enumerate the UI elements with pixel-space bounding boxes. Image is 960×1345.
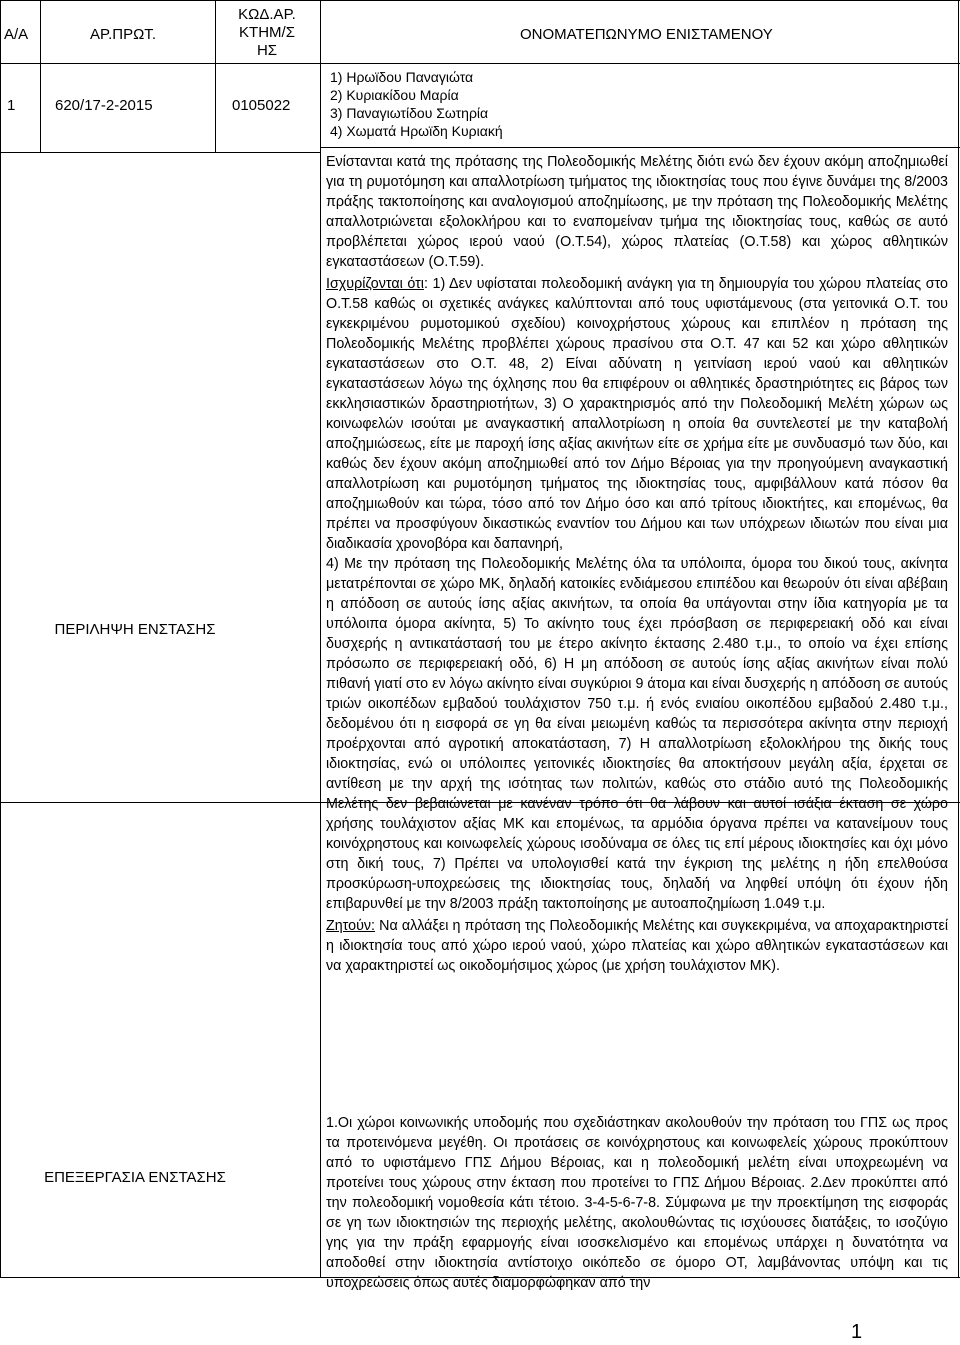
processing-text	[326, 1113, 948, 1293]
owners-bottom-border	[320, 147, 960, 148]
summary-paragraph-4	[326, 916, 948, 976]
row-aa: 1	[7, 97, 16, 114]
table-right-border	[958, 0, 959, 1278]
request-label: Ζητούν:	[326, 918, 376, 934]
owner-3: 3) Παναγιωτίδου Σωτηρία	[330, 105, 489, 121]
owner-1: 1) Ηρωϊδου Παναγιώτα	[330, 69, 474, 85]
request-text: Να αλλάξει η πρόταση της Πολεοδομικής Μελέτης και συγκεκριμένα, να αποχαρακτηριστεί η ιδιοκτησία τους από χώρο ιερού ναού, χώρο πλατείας και χώρο αθλητικών εγκαταστάσεων και να χαρακτηριστεί ως οικοδομήσιμος χώρος (με χρήση τουλάχιστον ΜΚ).	[326, 918, 948, 974]
header-ar-prot: ΑΡ.ΠΡΩΤ.	[90, 26, 156, 43]
row-ar-prot: 620/17-2-2015	[55, 97, 153, 114]
claims-text: : 1) Δεν υφίσταται πολεοδομική ανάγκη για τη δημιουργία του χώρου πλατείας στο Ο.Τ.58 καθώς οι σχετικές ανάγκες καλύπτονται από τους υφιστάμενους (στα γειτονικά Ο.Τ. του εγκεκριμένου ρυμοτομικού σχεδίου) κοινοχρήστους χώρους και επιπλέον η πρόταση της Πολεοδομικής Μελέτης προβλέπει χώρους πρασίνου στα Ο.Τ. 47 και 52 και χώρο αθλητικών εγκαταστάσεων στο Ο.Τ. 48, 2) Είναι αδύνατη η γειτνίαση ιερού ναού και αθλητικών εγκαταστάσεων λόγω της όχλησης που θα επιφέρουν οι αθλητικές δραστηριότητες εις βάρος των εκκλησιαστικών δραστηριοτήτων, 3) Ο χαρακτηρισμός από την Πολεοδομική Μελέτη χώρων ως κοινωφελών ισούται με αναγκαστική απαλλοτρίωση η οποία θα συντελεστεί με την καταβολή αποζημιώσεως, είτε με παροχή ίσης αξίας ακινήτων είτε σε χρήμα είτε με συνδυασμό των δύο, και καθώς δεν έχουν ακόμη αποζημιωθεί από τον Δήμο Βέροιας για την προηγούμενη αναγκαστική απαλλοτρίωση και ρυμοτόμηση τμήματος της ιδιοκτησίας τους, αμφιβάλλουν κατά πόσον θα αποζημιωθούν και τώρα, τόσο από τον Δήμο όσο και από τρίτους ιδιοκτήτες, και επομένως, θα πρέπει να προσφύγουν δικαστικώς εναντίον του Δήμου και των υπόχρεων ιδιωτών που είναι μια διαδικασία χρονοβόρα και δαπανηρή,	[326, 276, 948, 552]
summary-paragraph-3: 4) Με την πρόταση της Πολεοδομικής Μελέτης όλα τα υπόλοιπα, όμορα του δικού τους, ακίνητα μετατρέπονται σε χώρο ΜΚ, δηλαδή κατοικίες ενδιάμεσου επιπέδου και θεωρούν ότι είναι αβέβαιη η απόδοση σε αυτούς ίσης αξίας ακινήτων, τα οποία θα υπάγονται στην ίδια κατηγορία με τα υπόλοιπα όμορα ακίνητα, 5) Το ακίνητο τους έχει πρόσβαση σε περιφερειακή οδό και είναι δυσχερής η αντικατάστασή του με έτερο ακίνητο έκτασης 2.480 τ.μ., το οποίο να έχει επίσης πρόσωπο σε περιφερειακή οδό, 6) Η μη απόδοση σε αυτούς ίσης αξίας ακινήτων είναι πολύ πιθανή γιατί στο εν λόγω ακίνητο είναι συγκύριοι 9 άτομα και είναι δυσχερής η απόδοση σε αυτούς τριών οικοπέδων εμβαδού τουλάχιστον 750 τ.μ. ή ενός ενιαίου οικοπέδου εμβαδού 2.480 τ.μ., δεδομένου ότι η εισφορά σε γη θα είναι μειωμένη καθώς τα περισσότερα ακίνητα στην περιοχή προέρχονται από αγροτική αποκατάσταση, 7) Η απαλλοτρίωση εξολοκλήρου της δικής τους ιδιοκτησίας, ενώ οι υπόλοιπες γειτονικές ιδιοκτησίες θα αποκτήσουν μεγάλη αξία, έρχεται σε αντίθεση με την αρχή της ισότητας των πολιτών, καθώς στο στάδιο αυτό της Πολεοδομικής Μελέτης δεν βεβαιώνεται με κανέναν τρόπο ότι θα λάβουν και αυτοί ισάξια έκταση σε χώρο χρήσης τουλάχιστον αξίας ΜΚ και επομένως, τα αρμόδια όργανα πρέπει να κατανείμουν τους κοινόχρηστους και κοινωφελείς χώρους ισοδύναμα σε όλες τις επί μέρους ιδιοκτησίες και όχι μόνο στη δική τους, 7) Πρέπει να υπολογισθεί κατά την έγκριση της μελέτης η ήδη επελθούσα προσκύρωση-υποχρεώσεις της ιδιοκτησίας τους, δηλαδή να ληφθεί υπόψη ότι έχουν ήδη επιβαρυνθεί με την 8/2003 πράξη τακτοποίησης με αυτοαποζημίωση 1.049 τ.μ.	[326, 556, 948, 912]
col-divider-prot	[40, 0, 41, 152]
summary-paragraph-2	[326, 274, 948, 554]
col-divider-main	[320, 0, 321, 1278]
processing-paragraph: 1.Οι χώροι κοινωνικής υποδομής που σχεδιάστηκαν ακολουθούν την πρόταση του ΓΠΣ ως προς τα προτεινόμενα μεγέθη. Οι προτάσεις σε κοινόχρηστους και κοινωφελείς χώρους προκύπτουν από το υφιστάμενο ΓΠΣ Δήμου Βέροιας, και η πολεοδομική μελέτη είναι υποχρεωμένη να προτείνει τους χώρους στην έκταση που προτείνει το ΓΠΣ Δήμου Βέροιας. 2.Δεν προκύπτει από την πολεοδομική νομοθεσία κάτι τέτοιο. 3-4-5-6-7-8. Σύμφωνα με την προεκτίμηση της εισφοράς σε γη των ιδιοκτησιών της περιοχής μελέτης, ακολουθώντας τις ισχύουσες διατάξεις, το ισοζύγιο γης για την πράξη εφαρμογής είναι ισοσκελισμένο και επομένως υπάρχει η δυνατότητα να αποδοθεί στην ιδιοκτησία αντίστοιχο οικόπεδο σε όμορο ΟΤ, λαμβάνοντας υπόψη και τις υποχρεώσεις όπως αυτές διαμορφώφηκαν από την	[326, 1115, 948, 1291]
claims-label: Ισχυρίζονται ότι	[326, 276, 424, 292]
summary-paragraph-1: Ενίστανται κατά της πρότασης της Πολεοδομικής Μελέτης διότι ενώ δεν έχουν ακόμη αποζημιωθεί για τη ρυμοτόμηση και απαλλοτρίωση τμήματος της ιδιοκτησίας τους που έγινε δυνάμει της 8/2003 πράξης τακτοποίησης και αναλογισμού αποζημίωσης, με την πρόταση της Πολεοδομικής Μελέτης απαλλοτριώνεται εξολοκλήρου και το εναπομείναν τμήμα της ιδιοκτησίας τους, καθώς σε αυτό προβλέπεται χώρος ιερού ναού (Ο.Τ.54), χώρος πλατείας (Ο.Τ.58) και χώρος αθλητικών εγκαταστάσεων (Ο.Τ.59).	[326, 154, 948, 270]
header-kod-line2: ΚΤΗΜ/Σ	[239, 24, 295, 41]
label-summary: ΠΕΡΙΛΗΨΗ ΕΝΣΤΑΣΗΣ	[54, 621, 216, 638]
table-top-border	[0, 0, 960, 1]
header-kod-line3: ΗΣ	[256, 42, 278, 59]
summary-text	[326, 152, 948, 976]
owner-2: 2) Κυριακίδου Μαρία	[330, 87, 459, 103]
header-kod-line1: ΚΩΔ.ΑΡ.	[238, 6, 296, 23]
owners-list	[330, 68, 503, 140]
header-bottom-border	[0, 63, 960, 64]
row1-bottom-border-left	[0, 152, 320, 153]
owner-4: 4) Χωματά Ηρωϊδη Κυριακή	[330, 123, 503, 139]
header-aa: Α/Α	[4, 26, 29, 43]
col-divider-kod	[215, 0, 216, 152]
label-processing: ΕΠΕΞΕΡΓΑΣΙΑ ΕΝΣΤΑΣΗΣ	[44, 1169, 226, 1186]
header-onomateponymo: ΟΝΟΜΑΤΕΠΩΝΥΜΟ ΕΝΙΣΤΑΜΕΝΟΥ	[520, 26, 773, 43]
row-kod: 0105022	[232, 97, 291, 114]
page-number: 1	[851, 1321, 863, 1343]
col-divider-aa	[0, 0, 1, 1278]
header-kod-ar-ktim	[222, 6, 312, 60]
